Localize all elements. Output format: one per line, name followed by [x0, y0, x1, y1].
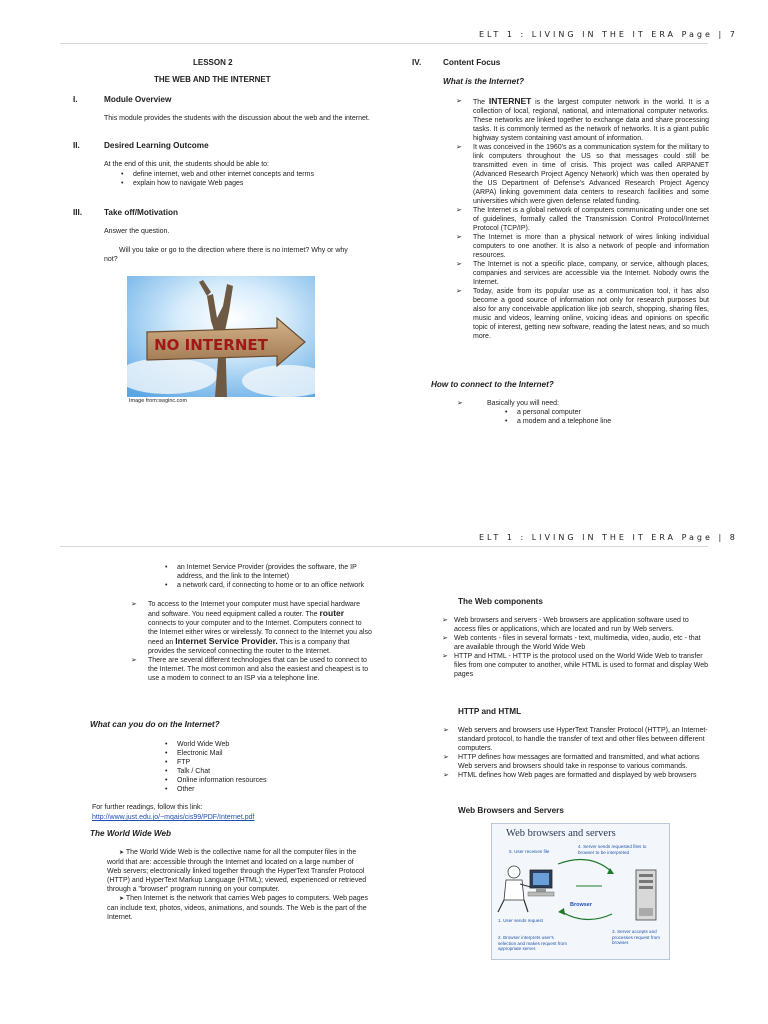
list-item: ➢ Web browsers and servers - Web browsers are application software used to access files or applications, which are located and run by Web servers.	[442, 617, 689, 633]
page8-header-rule	[60, 546, 708, 547]
no-internet-image	[127, 276, 315, 397]
section-1-text: This module provides the students with the discussion about the web and the internet.	[104, 115, 370, 122]
list-item: • a network card, if connecting to home or to an office network	[165, 582, 365, 589]
list-item: • FTP	[165, 759, 191, 766]
list-item: ➢ Basically you will need:	[457, 400, 559, 407]
page7-header-rule	[60, 43, 708, 44]
list-item: • a modem and a telephone line	[505, 418, 612, 425]
diagram-label-user-sends: 1. User sends request	[498, 918, 543, 923]
router-isp-content	[131, 600, 373, 683]
list-item: ➢ To access to the Internet your computer must have special hardware and software. You need equipment called a router. The router connects to your computer and to the Internet. Computers connect to the Internet either wires or wirelessly. To connect to the Internet you also need an Internet Service Provider. This is a company that provides the serviceof connecting the router to the Internet.	[131, 601, 372, 655]
lesson-title: THE WEB AND THE INTERNET	[154, 75, 271, 84]
page8-header: ELT 1 : LIVING IN THE IT ERA Page | 8	[479, 533, 738, 542]
list-item: ➢ HTTP and HTML - HTTP is the protocol used on the World Wide Web to transfer files from one computer to another, while HTML is used to format and display Web pages	[442, 653, 709, 678]
http-html-heading: HTTP and HTML	[458, 707, 522, 716]
http-html-list	[443, 726, 709, 780]
section-1-title: Module Overview	[104, 95, 172, 104]
list-item: • a personal computer	[505, 409, 581, 416]
section-3-number: III.	[73, 208, 83, 217]
section-3-title: Take off/Motivation	[104, 208, 178, 217]
how-to-connect-list	[457, 399, 707, 426]
needs-continued-list	[165, 563, 377, 590]
section-2-title: Desired Learning Outcome	[104, 141, 209, 150]
list-item: ➢ It was conceived in the 1960's as a communication system for the military to link computers throughout the US so that messages could still be transmitted even in time of crisis. This project was called ARPANET (Advanced Research Project Agency Network) which was then operated by the US Department of Defense's Advanced Research Project Agency (ARPA) linking government data centers to research facilities and some universities which were given defense related funding.	[456, 144, 709, 205]
web-browsers-servers-heading: Web Browsers and Servers	[458, 806, 564, 815]
list-item: ➢ HTML defines how Web pages are formatted and displayed by web browsers	[443, 772, 697, 779]
list-item: ➢ HTTP defines how messages are formatted and transmitted, and what actions Web servers and browsers should take in response to various commands.	[443, 754, 700, 770]
answer-instruction: Answer the question.	[104, 228, 170, 235]
section-4-title: Content Focus	[443, 58, 501, 67]
diagram-label-server-accepts: 3. Server accepts and processes request from browser.	[612, 929, 660, 945]
list-item: • define internet, web and other internet concepts and terms	[121, 171, 314, 178]
diagram-label-user-receives: 5. User receives file	[509, 849, 550, 854]
list-item: ➢ The Internet is more than a physical network of wires linking individual computers to one another. It is also a network of people and information resources.	[456, 234, 709, 259]
page7-header: ELT 1 : LIVING IN THE IT ERA Page | 7	[479, 30, 738, 39]
list-item: ➢ The INTERNET is the largest computer network in the world. It is a collection of local, regional, national, and international computer networks. These networks are linked together to exchange data and share processing tasks. It is commonly termed as the network of networks. It is a giant public highway system containing vast amount of information.	[456, 96, 709, 142]
diagram-title: Web browsers and servers	[506, 828, 616, 839]
what-can-you-do-heading: What can you do on the Internet?	[90, 720, 220, 729]
what-is-internet-content	[456, 96, 709, 341]
web-components-list	[442, 616, 709, 679]
world-wide-web-content	[107, 848, 369, 922]
list-item: • World Wide Web	[165, 741, 230, 748]
web-components-heading: The Web components	[458, 597, 543, 606]
what-is-internet-heading: What is the Internet?	[443, 77, 524, 86]
diagram-label-browser-interprets: 2. Browser interprets user's selection and makes request from appropriate server.	[498, 935, 567, 951]
list-item: • Online information resources	[165, 777, 267, 784]
image-credit: Image from:swginc.com	[129, 398, 188, 404]
list-item: ➢ There are several different technologies that can be used to connect to the Internet. The most common and also the easiest and cheapest is to use a modem to connect to an ISP via a telephone line.	[131, 657, 369, 682]
section-4-number: IV.	[412, 58, 422, 67]
list-item: • explain how to navigate Web pages	[121, 180, 244, 187]
sign-text: NO INTERNET	[154, 336, 268, 354]
request-flow-arrows-icon	[550, 856, 620, 926]
diagram-browser-label: Browser	[570, 902, 593, 908]
internet-uses-list	[165, 740, 337, 794]
www-paragraph-1: ➤ The World Wide Web is the collective name for all the computer files in the world that are: accessible through the Internet and located on a large number of Web servers; electronically linked together through the HyperText Transfer Protocol (HTTP) and HyperText Markup Language (HTML); viewed, experienced or retrieved through a "browser" program running on your computer.	[107, 849, 367, 893]
web-browsers-servers-diagram	[491, 823, 670, 960]
world-wide-web-heading: The World Wide Web	[90, 829, 172, 838]
diagram-label-server-sends: 4. Server sends requested files to browser to be interpreted	[578, 844, 647, 855]
list-item: • Other	[165, 786, 195, 793]
outcome-list	[121, 170, 373, 188]
no-internet-sign-illustration	[127, 276, 315, 397]
list-item: ➢ Web servers and browsers use HyperText Transfer Protocol (HTTP), an Internet-standard protocol, to handle the transfer of text and other files between different computers.	[443, 727, 708, 752]
list-item: ➢ Today, aside from its popular use as a communication tool, it has also become a good source of information not only for research purposes but also for any conceivable application like job search, shopping, sharing files, music and videos, learning online, voicing ideas and opinions on specific topic of interest, getting new software, reading the latest news, and so much more.	[456, 288, 709, 340]
www-paragraph-2: ➤ Then Internet is the network that carries Web pages to computers. Web pages can include text, photos, videos, animations, and sounds. The Web is the part of the Internet.	[107, 895, 369, 921]
server-tower-icon	[632, 868, 660, 924]
list-item: • an Internet Service Provider (provides the software, the IP address, and the link to the Internet)	[165, 564, 357, 580]
list-item: ➢ Web contents - files in several formats - text, multimedia, video, audio, etc - that are available through the World Wide Web	[442, 635, 701, 651]
section-2-intro: At the end of this unit, the students should be able to:	[104, 161, 270, 168]
list-item: • Electronic Mail	[165, 750, 223, 757]
list-item: • Talk / Chat	[165, 768, 211, 775]
section-2-number: II.	[73, 141, 80, 150]
list-item: ➢ The Internet is a global network of computers communicating under one set of guidelines, formally called the Transmission Control Protocol/Internet Protocol (TCP/IP).	[456, 207, 709, 232]
section-1-number: I.	[73, 95, 78, 104]
further-reading-link[interactable]: http://www.just.edu.jo/~mqais/cis99/PDF/Internet.pdf	[92, 814, 255, 821]
lesson-number: LESSON 2	[193, 58, 233, 67]
list-item: ➢ The Internet is not a specific place, company, or service, although places, companies and services are accessible via the Internet. Nobody owns the Internet.	[456, 261, 709, 286]
how-to-connect-heading: How to connect to the Internet?	[431, 380, 554, 389]
further-reading-label: For further readings, follow this link:	[92, 804, 203, 811]
motivation-question: Will you take or go to the direction where there is no internet? Why or why not?	[104, 247, 348, 263]
